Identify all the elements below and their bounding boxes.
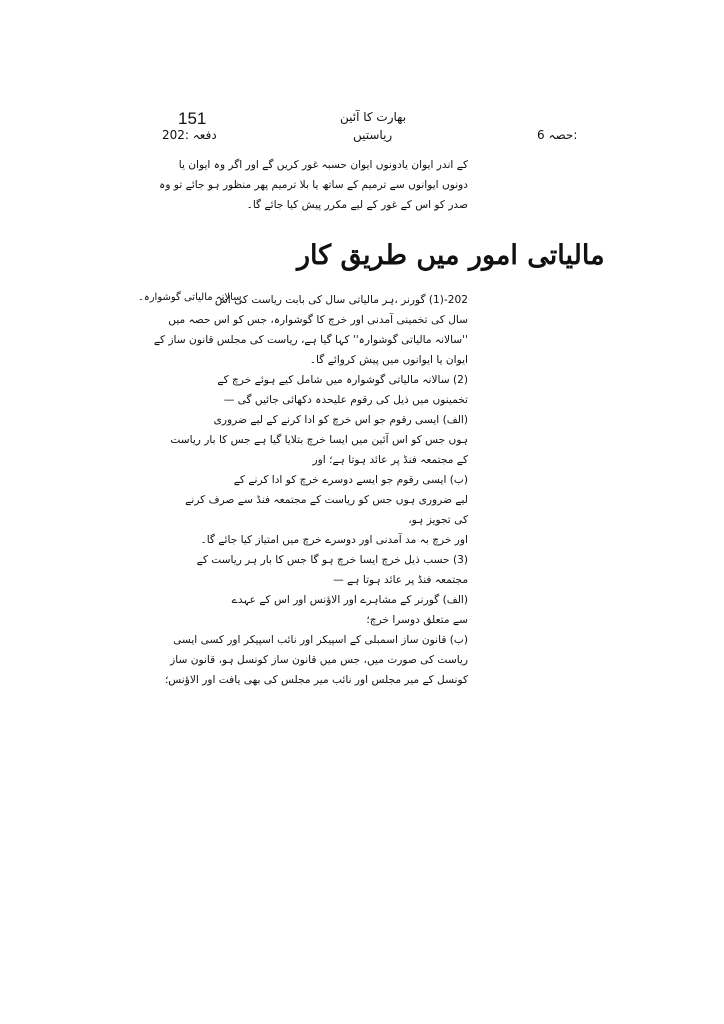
article-202-body — [153, 290, 468, 690]
text-line: کے مجتمعہ فنڈ پر عائد ہوتا ہے؛ اور — [312, 454, 468, 466]
section-heading: مالیاتی امور میں طریق کار — [297, 240, 605, 271]
text-line: کی تجویز ہو، — [408, 514, 468, 526]
text-line: (الف) ایسی رقوم جو اس خرچ کو ادا کرنے کے لیے ضروری — [213, 414, 468, 426]
text-line: صدر کو اس کے غور کے لیے مکرر پیش کیا جائے گا۔ — [246, 199, 468, 211]
text-line: 202-(1) گورنر ،ہر مالیاتی سال کی بابت ریاست کی اس — [214, 294, 468, 306]
text-line: لیے ضروری ہوں جس کو ریاست کے مجتمعہ فنڈ سے صرف کرنے — [185, 494, 468, 506]
text-line: تخمینوں میں ذیل کی رقوم علیحدہ دکھائی جائیں گی — — [223, 394, 468, 406]
text-line: اور خرچ بہ مد آمدنی اور دوسرے خرچ میں امتیاز کیا جائے گا۔ — [200, 534, 468, 546]
text-line: ریاست کی صورت میں، جس میں قانون ساز کونسل ہو، قانون ساز — [170, 654, 468, 666]
page-number: 151 — [178, 109, 207, 128]
text-line: مجتمعہ فنڈ پر عائد ہوتا ہے — — [333, 574, 468, 586]
text-line: (2) سالانہ مالیاتی گوشوارہ میں شامل کیے ہوئے خرچ کے — [217, 374, 468, 386]
section-reference: دفعہ :202 — [162, 128, 217, 142]
marginal-note: سالانہ مالیاتی گوشوارہ۔ — [138, 292, 242, 303]
book-title: بھارت کا آئین — [340, 110, 407, 124]
chapter-subtitle: ریاستیں — [353, 128, 393, 142]
text-line: ہوں جس کو اس آئین میں ایسا خرچ بتلایا گیا ہے جس کا بار ریاست — [170, 434, 468, 446]
intro-paragraph — [159, 155, 468, 215]
text-line: کے اندر ایوان یادونوں ایوان حسبہ غور کریں گے اور اگر وہ ایوان یا — [178, 159, 468, 171]
text-line: (3) حسب ذیل خرچ ایسا خرچ ہو گا جس کا بار ہر ریاست کے — [196, 554, 468, 566]
text-line: سے متعلق دوسرا خرچ؛ — [366, 614, 468, 626]
text-line: ''سالانہ مالیاتی گوشوارہ'' کہا گیا ہے، ریاست کی مجلس قانون ساز کے — [153, 334, 468, 346]
text-line: دونوں ایوانوں سے ترمیم کے ساتھ یا بلا ترمیم پھر منظور ہو جائے تو وہ — [159, 179, 468, 191]
text-line: (ب) ایسی رقوم جو ایسے دوسرے خرچ کو ادا کرنے کے — [233, 474, 468, 486]
text-line: (ب) قانون ساز اسمبلی کے اسپیکر اور نائب اسپیکر اور کسی ایسی — [173, 634, 468, 646]
part-reference: حصہ 6: — [537, 128, 578, 142]
text-line: ایوان یا ایوانوں میں پیش کروائے گا۔ — [309, 354, 468, 366]
text-line: کونسل کے میر مجلس اور نائب میر مجلس کی بھی یافت اور الاؤنس؛ — [164, 674, 468, 686]
text-line: (الف) گورنر کے مشاہرے اور الاؤنس اور اس کے عہدے — [231, 594, 468, 606]
text-line: سال کی تخمینی آمدنی اور خرچ کا گوشوارہ، جس کو اس حصہ میں — [168, 314, 468, 326]
